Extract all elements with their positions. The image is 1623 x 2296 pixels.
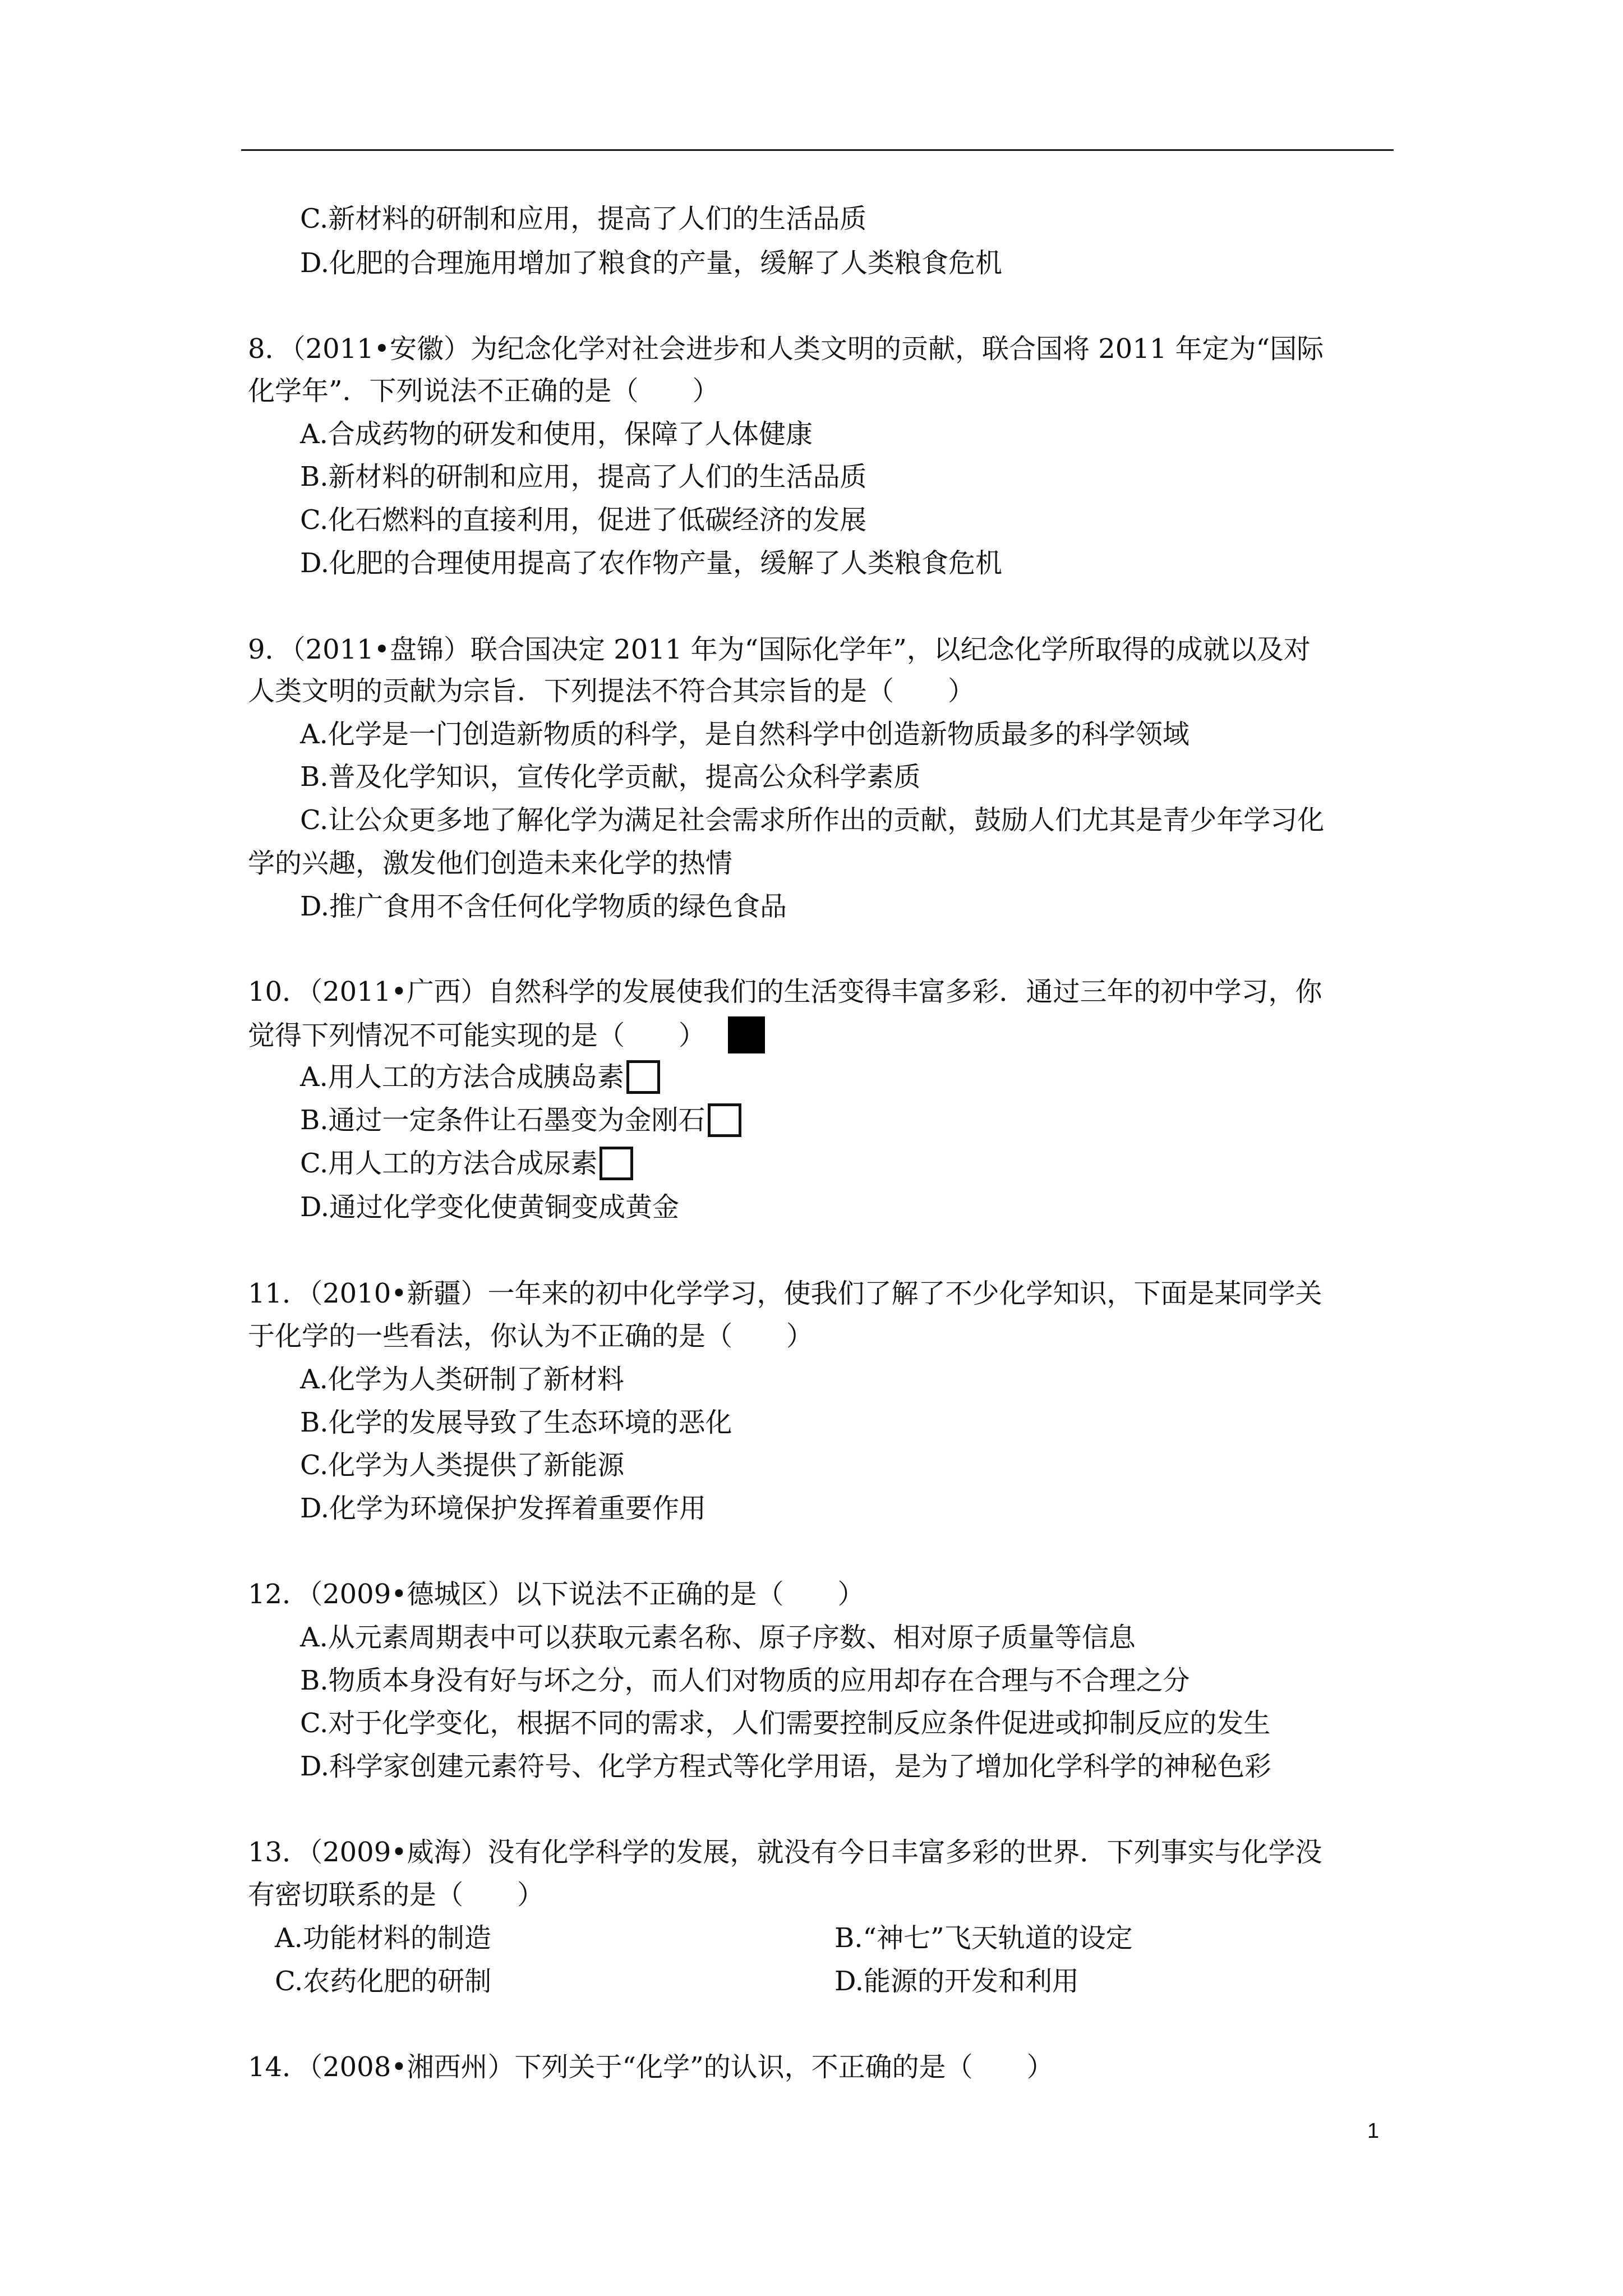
q10-option-b-text: B.通过一定条件让石墨变为金刚石 xyxy=(300,1105,706,1136)
q12-option-b: B.物质本身没有好与坏之分，而人们对物质的应用却存在合理与不合理之分 xyxy=(300,1665,1190,1696)
q10-stem-line1: 10．（2011•广西）自然科学的发展使我们的生活变得丰富多彩．通过三年的初中学习，你 xyxy=(248,976,1322,1007)
q12-stem: 12．（2009•德城区）以下说法不正确的是（ ） xyxy=(248,1579,865,1610)
q11-option-b: B.化学的发展导致了生态环境的恶化 xyxy=(300,1407,732,1438)
q11-stem-line2: 于化学的一些看法，你认为不正确的是（ ） xyxy=(248,1320,814,1352)
q10-option-c-text: C.用人工的方法合成尿素 xyxy=(300,1148,598,1179)
q11-option-d: D.化学为环境保护发挥着重要作用 xyxy=(300,1493,707,1524)
q8-option-c: C.化石燃料的直接利用，促进了低碳经济的发展 xyxy=(300,504,867,536)
q9-option-d: D.推广食用不含任何化学物质的绿色食品 xyxy=(300,891,787,922)
q10-option-a xyxy=(300,1059,660,1095)
answer-box xyxy=(708,1103,741,1137)
q9-stem-line2: 人类文明的贡献为宗旨．下列提法不符合其宗旨的是（ ） xyxy=(248,675,975,707)
q11-stem-line1: 11．（2010•新疆）一年来的初中化学学习，使我们了解了不少化学知识，下面是某同学关 xyxy=(248,1278,1322,1309)
q12-option-c: C.对于化学变化，根据不同的需求，人们需要控制反应条件促进或抑制反应的发生 xyxy=(300,1708,1271,1739)
q10-option-a-text: A.用人工的方法合成胰岛素 xyxy=(300,1061,624,1093)
q12-option-d: D.科学家创建元素符号、化学方程式等化学用语，是为了增加化学科学的神秘色彩 xyxy=(300,1751,1272,1782)
q13-stem-line1: 13．（2009•威海）没有化学科学的发展，就没有今日丰富多彩的世界．下列事实与化学没 xyxy=(248,1837,1322,1868)
q13-option-b: B.“神七”飞天轨道的设定 xyxy=(834,1922,1133,1954)
q8-stem-line2: 化学年”．下列说法不正确的是（ ） xyxy=(248,375,720,407)
q11-option-c: C.化学为人类提供了新能源 xyxy=(300,1450,625,1481)
q8-option-b: B.新材料的研制和应用，提高了人们的生活品质 xyxy=(300,461,867,493)
q7-option-d: D.化肥的合理施用增加了粮食的产量，缓解了人类粮食危机 xyxy=(300,247,1003,279)
q9-stem-line1: 9．（2011•盘锦）联合国决定 2011 年为“国际化学年”，以纪念化学所取得的成就以及对 xyxy=(248,634,1311,665)
header-rule xyxy=(241,149,1394,151)
q14-stem: 14．（2008•湘西州）下列关于“化学”的认识，不正确的是（ ） xyxy=(248,2051,1054,2083)
q10-option-d: D.通过化学变化使黄铜变成黄金 xyxy=(300,1191,680,1223)
q13-option-a: A.功能材料的制造 xyxy=(275,1922,491,1954)
q8-option-a: A.合成药物的研发和使用，保障了人体健康 xyxy=(300,418,813,450)
q10-stem-line2 xyxy=(248,1016,765,1053)
filled-square xyxy=(728,1016,765,1053)
page-number: 1 xyxy=(1367,2119,1380,2143)
q13-option-c: C.农药化肥的研制 xyxy=(275,1966,492,1997)
q10-option-b xyxy=(300,1102,741,1138)
q9-option-c-line1: C.让公众更多地了解化学为满足社会需求所作出的贡献，鼓励人们尤其是青少年学习化 xyxy=(300,804,1325,836)
q8-stem-line1: 8．（2011•安徽）为纪念化学对社会进步和人类文明的贡献，联合国将 2011 年定为“国际 xyxy=(248,333,1324,365)
answer-box xyxy=(600,1147,633,1180)
q9-option-b: B.普及化学知识，宣传化学贡献，提高公众科学素质 xyxy=(300,761,921,793)
q9-option-a: A.化学是一门创造新物质的科学，是自然科学中创造新物质最多的科学领域 xyxy=(300,719,1189,750)
q10-stem-line2-text: 觉得下列情况不可能实现的是（ ） xyxy=(248,1020,706,1051)
q7-option-c: C.新材料的研制和应用，提高了人们的生活品质 xyxy=(300,203,867,234)
q8-option-d: D.化肥的合理使用提高了农作物产量，缓解了人类粮食危机 xyxy=(300,547,1003,579)
q11-option-a: A.化学为人类研制了新材料 xyxy=(300,1364,624,1395)
q13-option-d: D.能源的开发和利用 xyxy=(834,1966,1080,1997)
q12-option-a: A.从元素周期表中可以获取元素名称、原子序数、相对原子质量等信息 xyxy=(300,1622,1136,1653)
q10-option-c xyxy=(300,1145,633,1181)
q9-option-c-line2: 学的兴趣，激发他们创造未来化学的热情 xyxy=(248,848,733,879)
q13-stem-line2: 有密切联系的是（ ） xyxy=(248,1879,545,1911)
answer-box xyxy=(626,1060,660,1094)
